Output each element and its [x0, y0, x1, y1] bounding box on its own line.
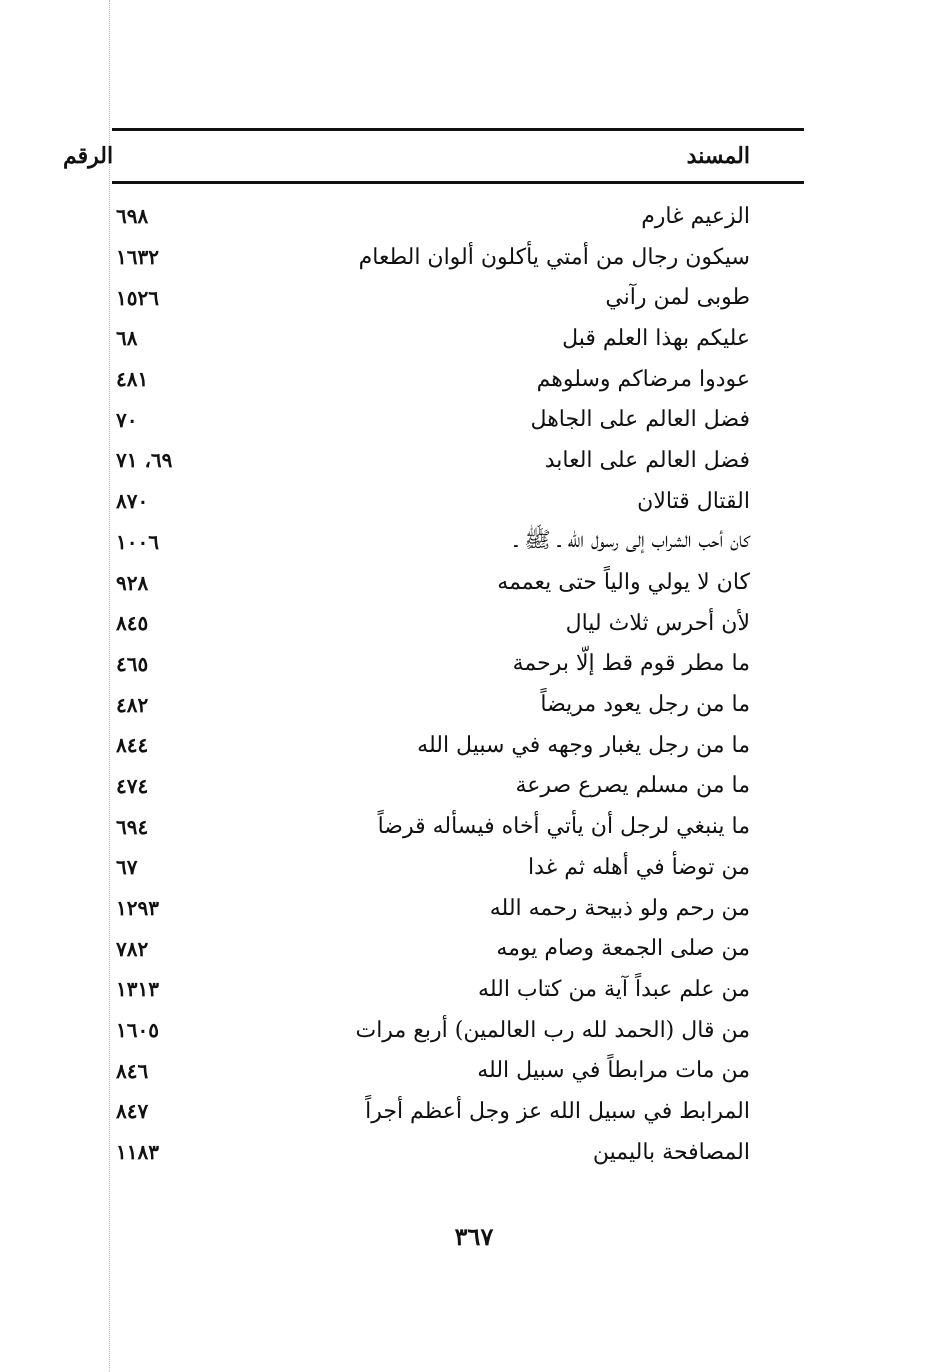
table-row — [112, 237, 804, 278]
row-number: ١٦٠٥ — [116, 1018, 159, 1043]
row-text: ما من رجل يغبار وجهه في سبيل الله — [417, 732, 750, 758]
row-number: ٦٩٤ — [116, 814, 149, 839]
table-row — [112, 196, 804, 237]
row-text: من علم عبداً آية من كتاب الله — [478, 976, 750, 1002]
row-text: الزعيم غارم — [641, 203, 750, 229]
row-number: ٦٩، ٧١ — [116, 448, 173, 473]
row-text: لأن أحرس ثلاث ليال — [565, 610, 750, 636]
row-text: فضل العالم على العابد — [544, 447, 750, 473]
row-number: ١١٨٣ — [116, 1140, 159, 1165]
row-number: ٤٨٢ — [116, 692, 149, 717]
binding-dotted-line — [109, 0, 110, 1372]
table-row — [112, 603, 804, 644]
index-table — [62, 128, 804, 1173]
row-text: فضل العالم على الجاهل — [530, 407, 750, 433]
header-text-column: المسند — [686, 143, 750, 169]
row-number: ٤٧٤ — [116, 773, 149, 798]
row-number: ٨٤٤ — [116, 733, 149, 758]
row-text: المصافحة باليمين — [592, 1139, 750, 1165]
row-number: ١٥٢٦ — [116, 285, 159, 310]
row-number: ٦٩٨ — [116, 204, 149, 229]
table-row — [112, 481, 804, 522]
row-text: من رحم ولو ذبيحة رحمه الله — [489, 895, 750, 921]
table-row — [112, 522, 804, 563]
row-text: المرابط في سبيل الله عز وجل أعظم أجراً — [365, 1098, 750, 1124]
header-number-column: الرقم — [62, 143, 114, 169]
row-number: ٦٨ — [116, 326, 138, 351]
row-number: ٨٤٦ — [116, 1058, 149, 1083]
row-text: عودوا مرضاكم وسلوهم — [536, 366, 750, 392]
table-row — [112, 1050, 804, 1091]
row-text: من توضأ في أهله ثم غدا — [528, 854, 750, 880]
row-text: طوبى لمن رآني — [605, 285, 750, 311]
table-row — [112, 644, 804, 685]
row-text: من مات مرابطاً في سبيل الله — [477, 1058, 750, 1084]
row-number: ١٢٩٣ — [116, 896, 159, 921]
row-number: ٦٧ — [116, 855, 138, 880]
row-text: من صلى الجمعة وصام يومه — [496, 936, 750, 962]
row-text: ما من رجل يعود مريضاً — [540, 692, 750, 718]
row-text: ما ينبغي لرجل أن يأتي أخاه فيسأله قرضاً — [377, 814, 750, 840]
table-row — [112, 969, 804, 1010]
table-row — [112, 399, 804, 440]
row-text: كان لا يولي والياً حتى يعممه — [497, 570, 750, 596]
table-row — [112, 1091, 804, 1132]
table-row — [112, 359, 804, 400]
table-row — [112, 766, 804, 807]
row-text: ما مطر قوم قط إلّا برحمة — [512, 651, 750, 677]
table-row — [112, 1010, 804, 1051]
row-text: عليكم بهذا العلم قبل — [562, 325, 750, 351]
row-number: ١٦٣٢ — [116, 245, 159, 270]
table-body — [112, 196, 804, 1173]
header-rule — [112, 181, 804, 184]
row-text: من قال (الحمد لله رب العالمين) أربع مرات — [355, 1017, 750, 1043]
table-row — [112, 440, 804, 481]
row-number: ٤٦٥ — [116, 651, 149, 676]
table-row — [112, 928, 804, 969]
row-number: ٨٧٠ — [116, 489, 149, 514]
table-row — [112, 847, 804, 888]
table-row — [112, 277, 804, 318]
table-row — [112, 725, 804, 766]
row-number: ٨٤٥ — [116, 611, 149, 636]
table-row — [112, 888, 804, 929]
table-row — [112, 684, 804, 725]
table-row — [112, 318, 804, 359]
table-header — [62, 131, 804, 181]
row-text: ما من مسلم يصرع صرعة — [515, 773, 750, 799]
row-number: ٧٠ — [116, 407, 138, 432]
page-number: ٣٦٧ — [454, 1222, 494, 1251]
row-text: كان أحب الشراب إلى رسول الله ـ ﷺ ـ — [514, 527, 750, 553]
table-row — [112, 562, 804, 603]
row-text: القتال قتالان — [637, 488, 750, 514]
table-row — [112, 806, 804, 847]
row-number: ٨٤٧ — [116, 1099, 149, 1124]
table-row — [112, 1132, 804, 1173]
row-number: ٤٨١ — [116, 367, 149, 392]
row-text: سيكون رجال من أمتي يأكلون ألوان الطعام — [358, 244, 750, 270]
row-number: ٩٢٨ — [116, 570, 149, 595]
row-number: ٧٨٢ — [116, 936, 149, 961]
row-number: ١٣١٣ — [116, 977, 159, 1002]
row-number: ١٠٠٦ — [116, 529, 159, 554]
